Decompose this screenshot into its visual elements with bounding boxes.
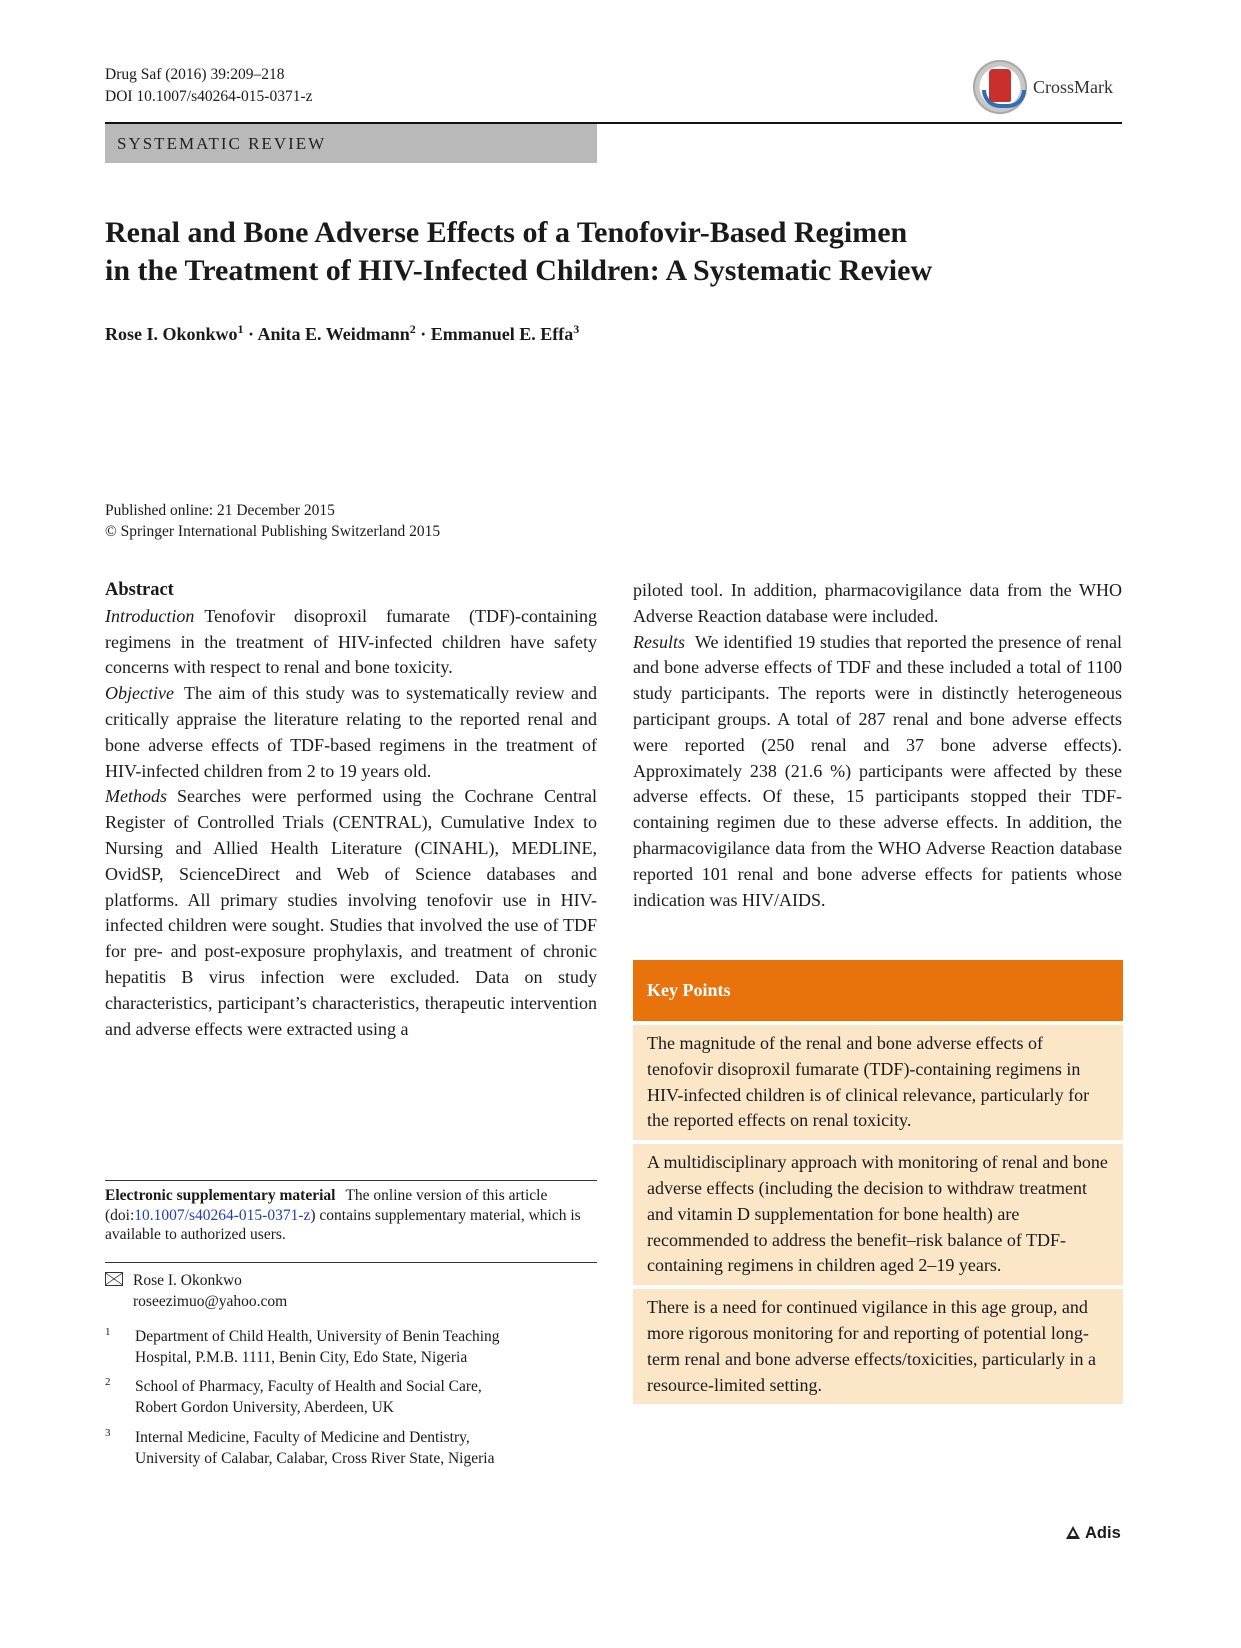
esm-text-after: ) contains supplementary material, which is available to authorized users. (105, 1206, 581, 1243)
affiliation-2 (105, 1376, 597, 1418)
esm-text-before: The online version of this article (doi: (105, 1187, 548, 1224)
author-name[interactable]: Emmanuel E. Effa (430, 324, 574, 344)
abstract-objective (105, 681, 597, 784)
introduction-text: Tenofovir disoproxil fumarate (TDF)-containing regimens in the treatment of HIV-infected children have safety concerns with respect to renal and bone toxicity. (105, 605, 597, 678)
affiliation-line: Robert Gordon University, Aberdeen, UK (135, 1399, 394, 1416)
author-separator: · (243, 324, 258, 344)
esm-doi-link[interactable]: 10.1007/s40264-015-0371-z (134, 1206, 311, 1224)
section-label: SYSTEMATIC REVIEW (105, 124, 597, 163)
footnote-rule (105, 1180, 597, 1181)
copyright-notice: © Springer International Publishing Switzerland 2015 (105, 523, 441, 540)
correspondence-rule (105, 1262, 597, 1263)
author-name[interactable]: Anita E. Weidmann (257, 324, 410, 344)
author-name[interactable]: Rose I. Okonkwo (105, 324, 238, 344)
affiliation-line: Department of Child Health, University of Benin Teaching (135, 1328, 500, 1345)
supplementary-material-note (105, 1186, 597, 1245)
journal-doi: DOI 10.1007/s40264-015-0371-z (105, 88, 313, 105)
key-points-heading: Key Points (633, 960, 1123, 1021)
abstract-methods (105, 784, 597, 1042)
abstract-introduction (105, 604, 597, 681)
journal-citation: Drug Saf (2016) 39:209–218 (105, 66, 285, 83)
author-affiliation-ref: 1 (237, 322, 244, 336)
author-separator: · (415, 324, 431, 344)
title-line-2: in the Treatment of HIV-Infected Children: A Systematic Review (105, 254, 933, 287)
introduction-label: Introduction (105, 605, 195, 626)
objective-text: The aim of this study was to systematically review and critically appraise the literature relating to the reported renal and bone adverse effects of TDF-based regimens in the treatment of HIV-infected children from 2 to 19 years old. (105, 683, 597, 781)
abstract-left-column (105, 578, 597, 1042)
key-point-item: There is a need for continued vigilance in this age group, and more rigorous monitoring for and reporting of potential long-term renal and bone adverse effects/toxicities, particularly in a resource-limited setting. (633, 1289, 1123, 1404)
methods-label: Methods (105, 786, 167, 807)
author-list (105, 322, 579, 345)
affiliation-1 (105, 1326, 597, 1368)
crossmark-label: CrossMark (1033, 77, 1113, 97)
crossmark-badge[interactable] (973, 60, 1123, 116)
results-text: We identified 19 studies that reported the presence of renal and bone adverse effects of TDF and these included a total of 1100 study participants. The reports were in distinctly heterogeneous participant groups. A total of 287 renal and bone adverse effects were reported (250 renal and 37 bone adverse effects). Approximately 238 (21.6 %) participants were affected by these adverse effects. Of these, 15 participants stopped their TDF-containing regimen due to these adverse effects. In addition, the pharmacovigilance data from the WHO Adverse Reaction database reported 101 renal and bone adverse effects for patients whose indication was HIV/AIDS. (633, 631, 1122, 910)
abstract-heading: Abstract (105, 580, 174, 600)
key-point-item: A multidisciplinary approach with monitoring of renal and bone adverse effects (including the decision to withdraw treatment and vitamin D supplementation for bone health) are recommended to address the benefit–risk balance of TDF-containing regimens in children aged 2–19 years. (633, 1144, 1123, 1285)
published-date: Published online: 21 December 2015 (105, 502, 335, 519)
crossmark-logo-icon (973, 60, 1027, 114)
publisher-name: Adis (1085, 1524, 1121, 1542)
publication-info (105, 500, 440, 542)
affiliation-line: Internal Medicine, Faculty of Medicine and Dentistry, (135, 1429, 470, 1446)
title-line-1: Renal and Bone Adverse Effects of a Tenofovir-Based Regimen (105, 216, 908, 249)
author-affiliation-ref: 3 (573, 322, 580, 336)
journal-header (105, 64, 313, 108)
affiliation-number: 2 (105, 1376, 111, 1388)
affiliation-number: 1 (105, 1326, 111, 1338)
key-points-box (633, 960, 1123, 1404)
affiliation-line: Hospital, P.M.B. 1111, Benin City, Edo State, Nigeria (135, 1349, 468, 1366)
methods-text: Searches were performed using the Cochrane Central Register of Controlled Trials (CENTRAL), Cumulative Index to Nursing and Allied Health Literature (CINAHL), MEDLINE, OvidSP, ScienceDirect and Web of Science databases and platforms. All primary studies involving tenofovir use in HIV-infected children were sought. Studies that involved the use of TDF for pre- and post-exposure prophylaxis, and treatment of chronic hepatitis B virus infection were excluded. Data on study characteristics, participant’s characteristics, therapeutic intervention and adverse effects were extracted using a (105, 786, 597, 1039)
correspondence-name: Rose I. Okonkwo (133, 1272, 242, 1289)
abstract-results (633, 630, 1122, 914)
author-affiliation-ref: 2 (409, 322, 416, 336)
methods-continued: piloted tool. In addition, pharmacovigilance data from the WHO Adverse Reaction database were included. (633, 580, 1122, 626)
affiliation-number: 3 (105, 1427, 111, 1439)
key-point-item: The magnitude of the renal and bone adverse effects of tenofovir disoproxil fumarate (TDF)-containing regimens in HIV-infected children is of clinical relevance, particularly for the reported effects on renal toxicity. (633, 1025, 1123, 1140)
envelope-icon (105, 1272, 123, 1286)
objective-label: Objective (105, 683, 174, 704)
affiliation-3 (105, 1427, 597, 1469)
correspondence (105, 1270, 287, 1312)
publisher-logo (1066, 1524, 1121, 1543)
adis-triangle-icon (1066, 1526, 1080, 1539)
affiliation-line: School of Pharmacy, Faculty of Health and Social Care, (135, 1378, 482, 1395)
abstract-right-column (633, 578, 1122, 913)
correspondence-email[interactable]: roseezimuo@yahoo.com (133, 1293, 288, 1310)
article-title (105, 214, 1115, 290)
affiliation-line: University of Calabar, Calabar, Cross River State, Nigeria (135, 1450, 495, 1467)
results-label: Results (633, 631, 685, 652)
esm-label: Electronic supplementary material (105, 1187, 336, 1204)
